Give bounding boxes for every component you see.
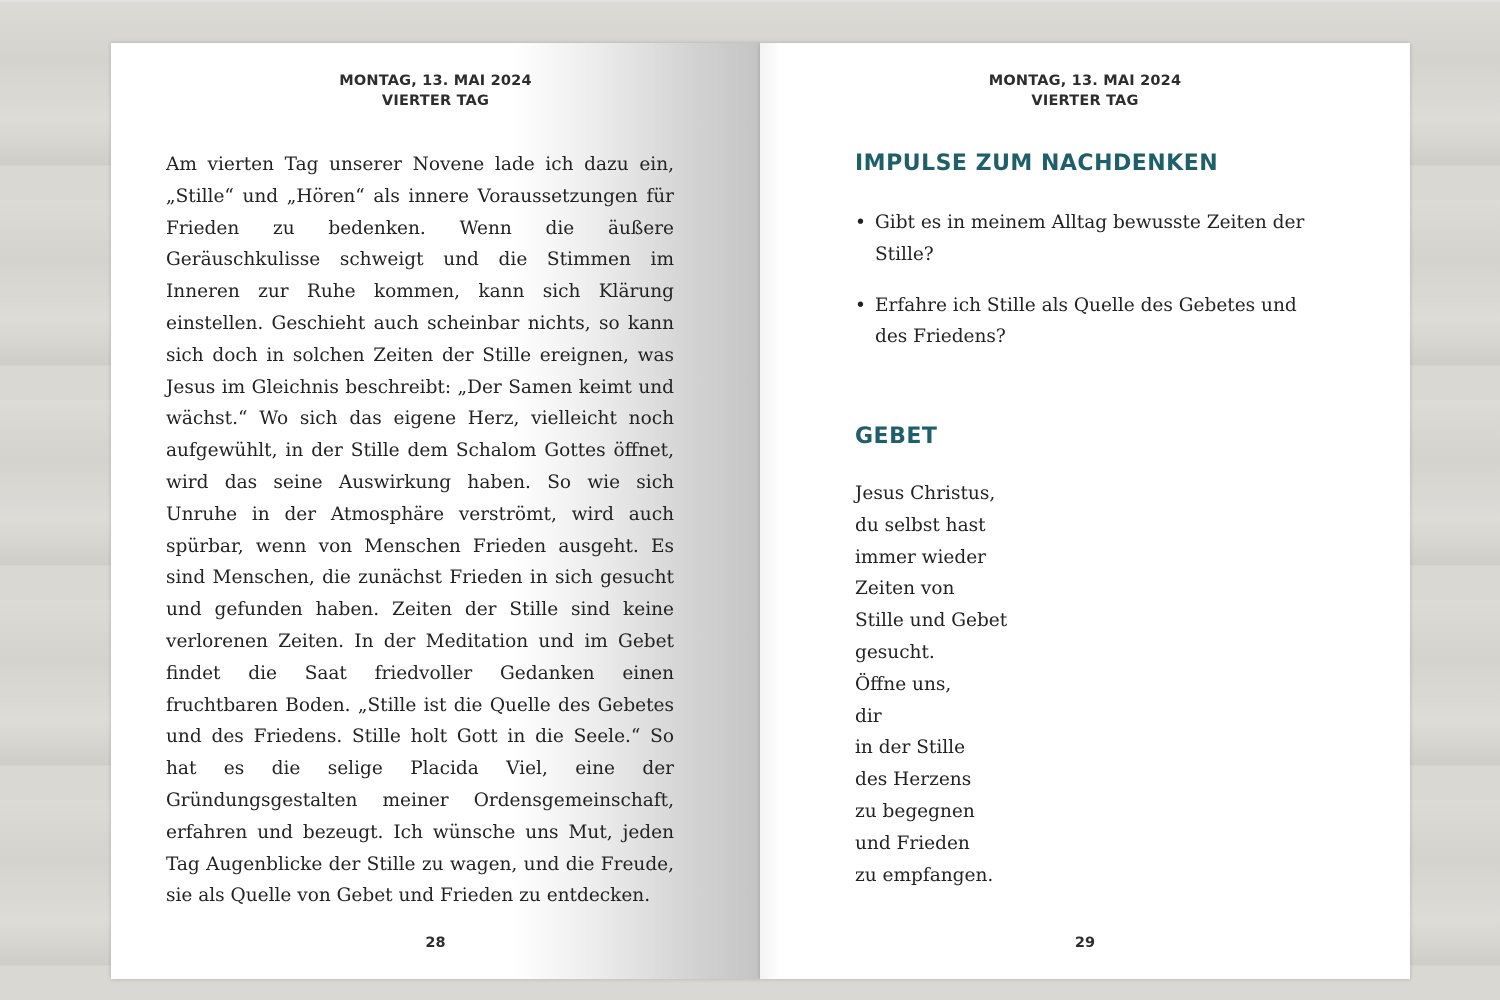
impulse-list [855, 207, 1325, 372]
prayer-line: Zeiten von [855, 578, 955, 600]
impulse-heading: IMPULSE ZUM NACHDENKEN [855, 151, 1219, 176]
prayer-line: in der Stille [855, 737, 966, 759]
prayer-line: du selbst hast [855, 514, 986, 536]
prayer-line: dir [855, 705, 882, 727]
left-page [111, 43, 760, 979]
running-head-right [760, 71, 1410, 111]
prayer-line: gesucht. [855, 641, 935, 663]
impulse-item: • Erfahre ich Stille als Quelle des Gebetes und des Friedens? [855, 290, 1325, 354]
prayer-line: immer wieder [855, 546, 987, 568]
prayer-line: Jesus Christus, [855, 483, 996, 504]
header-date: MONTAG, 13. MAI 2024 [339, 73, 532, 89]
impulse-item: • Gibt es in meinem Alltag bewusste Zeiten der Stille? [855, 207, 1325, 271]
prayer-line: Stille und Gebet [855, 610, 1008, 632]
prayer-line: und Frieden [855, 832, 970, 854]
body-paragraph: Am vierten Tag unserer Novene lade ich dazu ein, „Stille“ und „Hören“ als innere Voraussetzungen für Frieden zu bedenken. Wenn die äußere Geräuschkulisse schweigt und die Stimmen im Inneren zur Ruhe kommen, kann sich Klärung einstellen. Geschieht auch scheinbar nichts, so kann sich doch in solchen Zeiten der Stille ereignen, was Jesus im Gleichnis beschreibt: „Der Samen keimt und wächst.“ Wo sich das eigene Herz, vielleicht noch aufgewühlt, in der Stille dem Schalom Gottes öffnet, wird das seine Auswirkung haben. So wie sich Unruhe in der Atmosphäre verströmt, wird auch spürbar, wenn von Menschen Frieden ausgeht. Es sind Menschen, die zunächst Frieden in sich gesucht und gefunden haben. Zeiten der Stille sind keine verlorenen Zeiten. In der Meditation und im Gebet findet die Saat friedvoller Gedanken einen fruchtbaren Boden. „Stille ist die Quelle des Gebetes und des Friedens. Stille holt Gott in die Seele.“ So hat es die selige Placida Viel, eine der Gründungsgestalten meiner Ordensgemeinschaft, erfahren und bezeugt. Ich wünsche uns Mut, jeden Tag Augenblicke der Stille zu wagen, und die Freude, sie als Quelle von Gebet und Frieden zu entdecken. [166, 154, 674, 907]
header-day: VIERTER TAG [1031, 93, 1139, 109]
prayer-line: zu begegnen [855, 800, 975, 822]
right-page [760, 43, 1410, 979]
page-number-right: 29 [1074, 935, 1096, 951]
prayer-heading: GEBET [855, 424, 938, 449]
page-number-left: 28 [425, 935, 446, 951]
header-day: VIERTER TAG [381, 93, 490, 109]
prayer-text [855, 478, 1007, 891]
running-head-left [111, 71, 760, 111]
prayer-line: zu empfangen. [855, 864, 994, 886]
header-date: MONTAG, 13. MAI 2024 [988, 73, 1182, 89]
prayer-line: des Herzens [855, 769, 972, 791]
prayer-line: Öffne uns, [855, 673, 952, 695]
